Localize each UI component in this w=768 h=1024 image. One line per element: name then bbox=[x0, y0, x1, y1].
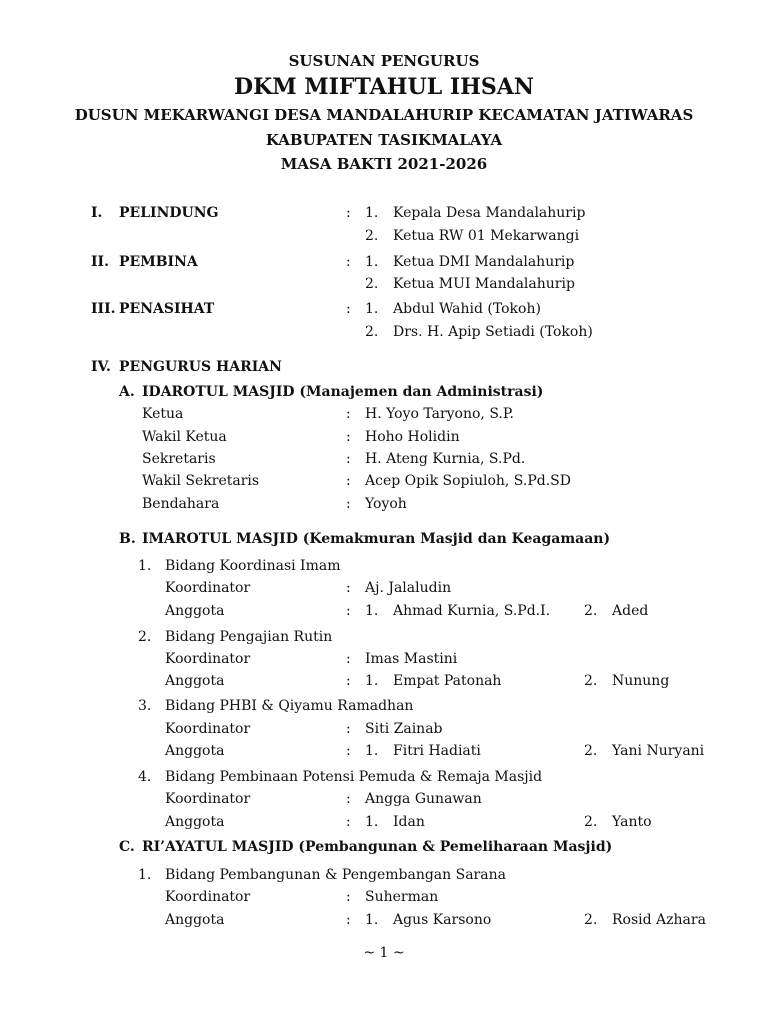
subsection-title: IMAROTUL MASJID (Kemakmuran Masjid dan Keagamaan) bbox=[142, 531, 611, 547]
item-num: 1. bbox=[365, 301, 379, 317]
section-label: PENASIHAT bbox=[119, 301, 215, 317]
colon: : bbox=[346, 254, 351, 270]
colon: : bbox=[346, 406, 351, 422]
koordinator-name: Imas Mastini bbox=[365, 651, 458, 667]
section-num: IV. bbox=[91, 359, 111, 375]
member-num: 1. bbox=[365, 814, 379, 830]
member-name: Rosid Azhara bbox=[612, 912, 706, 928]
subsection-letter: A. bbox=[119, 384, 135, 400]
role-label: Sekretaris bbox=[142, 451, 216, 467]
koordinator-label: Koordinator bbox=[165, 580, 251, 596]
member-num: 2. bbox=[584, 743, 598, 759]
member-num: 1. bbox=[365, 673, 379, 689]
bidang-num: 1. bbox=[138, 867, 152, 883]
member-num: 2. bbox=[584, 603, 598, 619]
subsection-letter: C. bbox=[119, 839, 135, 855]
bidang-num: 2. bbox=[138, 629, 152, 645]
subsection-title: IDAROTUL MASJID (Manajemen dan Administrasi) bbox=[142, 384, 544, 400]
role-name: Yoyoh bbox=[365, 496, 407, 512]
item-num: 2. bbox=[365, 324, 379, 340]
colon: : bbox=[346, 651, 351, 667]
member-num: 2. bbox=[584, 814, 598, 830]
bidang-name: Bidang Koordinasi Imam bbox=[165, 558, 341, 574]
item-name: Abdul Wahid (Tokoh) bbox=[393, 301, 541, 317]
item-name: Ketua MUI Mandalahurip bbox=[393, 276, 575, 292]
colon: : bbox=[346, 580, 351, 596]
bidang-num: 3. bbox=[138, 698, 152, 714]
member-name: Yani Nuryani bbox=[612, 743, 705, 759]
page-number: ~ 1 ~ bbox=[363, 945, 405, 961]
heading-susunan: SUSUNAN PENGURUS bbox=[288, 52, 480, 70]
anggota-label: Anggota bbox=[165, 814, 225, 830]
member-num: 1. bbox=[365, 743, 379, 759]
role-name: H. Yoyo Taryono, S.P. bbox=[365, 406, 514, 422]
member-num: 2. bbox=[584, 673, 598, 689]
subsection-letter: B. bbox=[119, 531, 136, 547]
colon: : bbox=[346, 473, 351, 489]
koordinator-name: Angga Gunawan bbox=[365, 791, 482, 807]
koordinator-label: Koordinator bbox=[165, 889, 251, 905]
koordinator-name: Suherman bbox=[365, 889, 439, 905]
bidang-name: Bidang PHBI & Qiyamu Ramadhan bbox=[165, 698, 414, 714]
member-name: Ahmad Kurnia, S.Pd.I. bbox=[393, 603, 551, 619]
koordinator-label: Koordinator bbox=[165, 791, 251, 807]
bidang-name: Bidang Pembinaan Potensi Pemuda & Remaja Masjid bbox=[165, 769, 543, 785]
member-name: Aded bbox=[612, 603, 649, 619]
colon: : bbox=[346, 791, 351, 807]
colon: : bbox=[346, 451, 351, 467]
colon: : bbox=[346, 496, 351, 512]
koordinator-label: Koordinator bbox=[165, 651, 251, 667]
section-num: I. bbox=[91, 205, 103, 221]
heading-kabupaten: KABUPATEN TASIKMALAYA bbox=[265, 131, 503, 149]
colon: : bbox=[346, 912, 351, 928]
section-num: III. bbox=[91, 301, 116, 317]
role-name: H. Ateng Kurnia, S.Pd. bbox=[365, 451, 526, 467]
colon: : bbox=[346, 603, 351, 619]
anggota-label: Anggota bbox=[165, 603, 225, 619]
anggota-label: Anggota bbox=[165, 743, 225, 759]
anggota-label: Anggota bbox=[165, 912, 225, 928]
item-num: 1. bbox=[365, 254, 379, 270]
item-num: 2. bbox=[365, 228, 379, 244]
item-name: Ketua DMI Mandalahurip bbox=[393, 254, 575, 270]
section-label: PENGURUS HARIAN bbox=[119, 359, 282, 375]
section-label: PEMBINA bbox=[119, 254, 198, 270]
koordinator-name: Siti Zainab bbox=[365, 721, 443, 737]
colon: : bbox=[346, 429, 351, 445]
colon: : bbox=[346, 205, 351, 221]
bidang-num: 1. bbox=[138, 558, 152, 574]
subsection-title: RI’AYATUL MASJID (Pembangunan & Pemeliharaan Masjid) bbox=[142, 839, 613, 855]
member-name: Empat Patonah bbox=[393, 673, 502, 689]
page-title: DKM MIFTAHUL IHSAN bbox=[234, 74, 534, 100]
role-name: Hoho Holidin bbox=[365, 429, 460, 445]
bidang-num: 4. bbox=[138, 769, 152, 785]
bidang-name: Bidang Pengajian Rutin bbox=[165, 629, 333, 645]
koordinator-label: Koordinator bbox=[165, 721, 251, 737]
item-num: 2. bbox=[365, 276, 379, 292]
member-name: Agus Karsono bbox=[393, 912, 492, 928]
member-num: 2. bbox=[584, 912, 598, 928]
colon: : bbox=[346, 301, 351, 317]
bidang-name: Bidang Pembangunan & Pengembangan Sarana bbox=[165, 867, 506, 883]
heading-masa-bakti: MASA BAKTI 2021-2026 bbox=[280, 155, 488, 173]
member-name: Yanto bbox=[612, 814, 652, 830]
item-name: Drs. H. Apip Setiadi (Tokoh) bbox=[393, 324, 593, 340]
section-label: PELINDUNG bbox=[119, 205, 219, 221]
colon: : bbox=[346, 721, 351, 737]
colon: : bbox=[346, 743, 351, 759]
anggota-label: Anggota bbox=[165, 673, 225, 689]
role-name: Acep Opik Sopiuloh, S.Pd.SD bbox=[365, 473, 571, 489]
member-num: 1. bbox=[365, 912, 379, 928]
member-num: 1. bbox=[365, 603, 379, 619]
item-name: Kepala Desa Mandalahurip bbox=[393, 205, 586, 221]
section-num: II. bbox=[91, 254, 109, 270]
item-name: Ketua RW 01 Mekarwangi bbox=[393, 228, 580, 244]
koordinator-name: Aj. Jalaludin bbox=[365, 580, 452, 596]
colon: : bbox=[346, 673, 351, 689]
colon: : bbox=[346, 889, 351, 905]
role-label: Wakil Sekretaris bbox=[142, 473, 260, 489]
item-num: 1. bbox=[365, 205, 379, 221]
colon: : bbox=[346, 814, 351, 830]
member-name: Fitri Hadiati bbox=[393, 743, 481, 759]
role-label: Wakil Ketua bbox=[142, 429, 227, 445]
member-name: Idan bbox=[393, 814, 425, 830]
heading-location: DUSUN MEKARWANGI DESA MANDALAHURIP KECAMATAN JATIWARAS bbox=[74, 106, 694, 124]
role-label: Bendahara bbox=[142, 496, 220, 512]
role-label: Ketua bbox=[142, 406, 184, 422]
member-name: Nunung bbox=[612, 673, 670, 689]
